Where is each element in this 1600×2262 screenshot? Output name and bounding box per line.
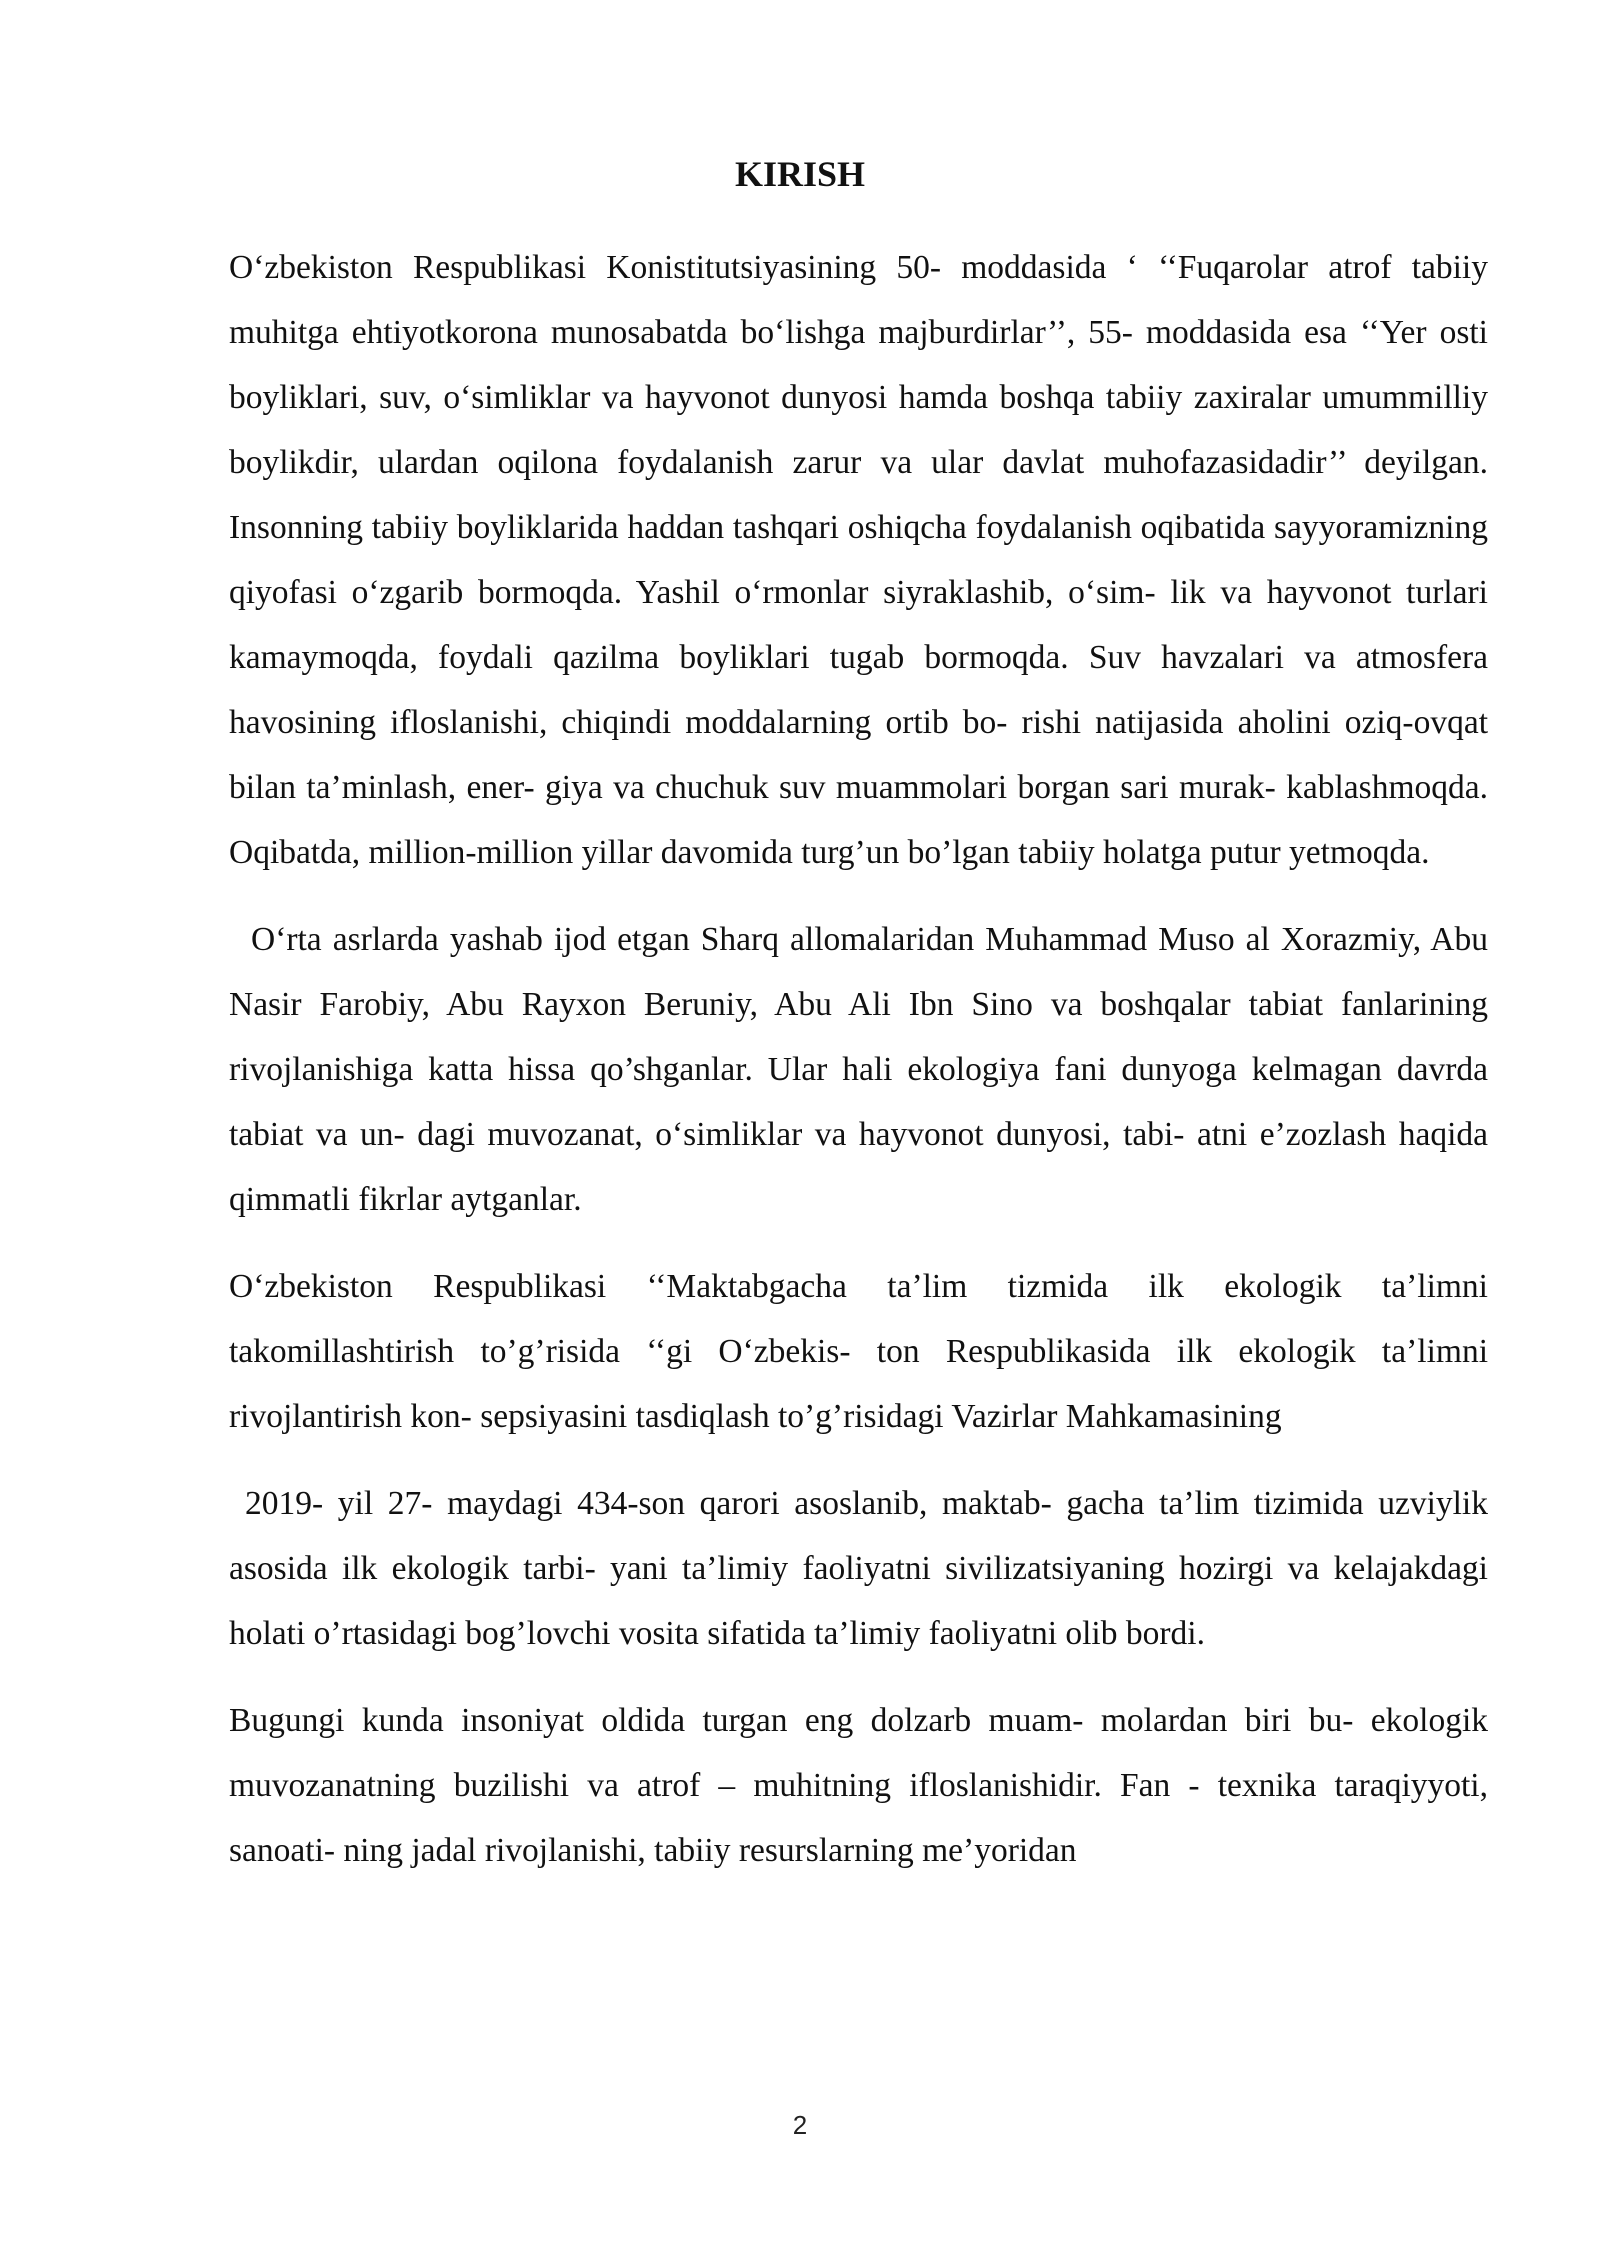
body-text [229, 235, 1488, 1883]
paragraph-ecological-balance: Bugungi kunda insoniyat oldida turgan eng dolzarb muam- molardan biri bu- ekologik muvozanatning buzilishi va atrof – muhitning ifloslanishidir. Fan - texnika taraqiyyoti, sanoati- ning jadal rivojlanishi, tabiiy resurslarning me’yoridan [229, 1702, 1488, 1869]
paragraph-medieval-scholars: O‘rta asrlarda yashab ijod etgan Sharq allomalaridan Muhammad Muso al Xorazmiy, Abu Nasir Farobiy, Abu Rayxon Beruniy, Abu Ali Ibn Sino va boshqalar tabiat fanlarining rivojlanishiga katta hissa qo’shganlar. Ular hali ekologiya fani dunyoga kelmagan davrda tabiat va un- dagi muvozanat, o‘simliklar va hayvonot dunyosi, tabi- atni e’zozlash haqida qimmatli fikrlar aytganlar. [229, 921, 1488, 1218]
page-number: 2 [792, 2110, 808, 2140]
paragraph-preschool-decree: O‘zbekiston Respublikasi ‘‘Maktabgacha ta’lim tizmida ilk ekologik ta’limni takomillashtirish to’g’risida ‘‘gi O‘zbekis- ton Respublikasida ilk ekologik ta’limni rivojlantirish kon- sepsiyasini tasdiqlash to’g’risidagi Vazirlar Mahkamasining [229, 1268, 1488, 1435]
paragraph-constitution: O‘zbekiston Respublikasi Konistitutsiyasining 50- moddasida ‘ ‘‘Fuqarolar atrof tabiiy muhitga ehtiyotkorona munosabatda bo‘lishga majburdirlar’’, 55- moddasida esa ‘‘Yer osti boyliklari, suv, o‘simliklar va hayvonot dunyosi hamda boshqa tabiiy zaxiralar umummilliy boylikdir, ulardan oqilona foydalanish zarur va ular davlat muhofazasidadir’’ deyilgan. Insonning tabiiy boyliklarida haddan tashqari oshiqcha foydalanish oqibatida sayyoramizning qiyofasi o‘zgarib bormoqda. Yashil o‘rmonlar siyraklashib, o‘sim- lik va hayvonot turlari kamaymoqda, foydali qazilma boyliklari tugab bormoqda. Suv havzalari va atmosfera havosining ifloslanishi, chiqindi moddalarning ortib bo- rishi natijasida aholini oziq-ovqat bilan ta’minlash, ener- giya va chuchuk suv muammolari borgan sari murak- kablashmoqda. Oqibatda, million-million yillar davomida turg’un bo’lgan tabiiy holatga putur yetmoqda. [229, 249, 1488, 871]
page-title: KIRISH [734, 154, 866, 194]
paragraph-resolution-2019: 2019- yil 27- maydagi 434-son qarori asoslanib, maktab- gacha ta’lim tizimida uzviylik asosida ilk ekologik tarbi- yani ta’limiy faoliyatni sivilizatsiyaning hozirgi va kelajakdagi holati o’rtasidagi bog’lovchi vosita sifatida ta’limiy faoliyatni olib bordi. [229, 1485, 1488, 1652]
